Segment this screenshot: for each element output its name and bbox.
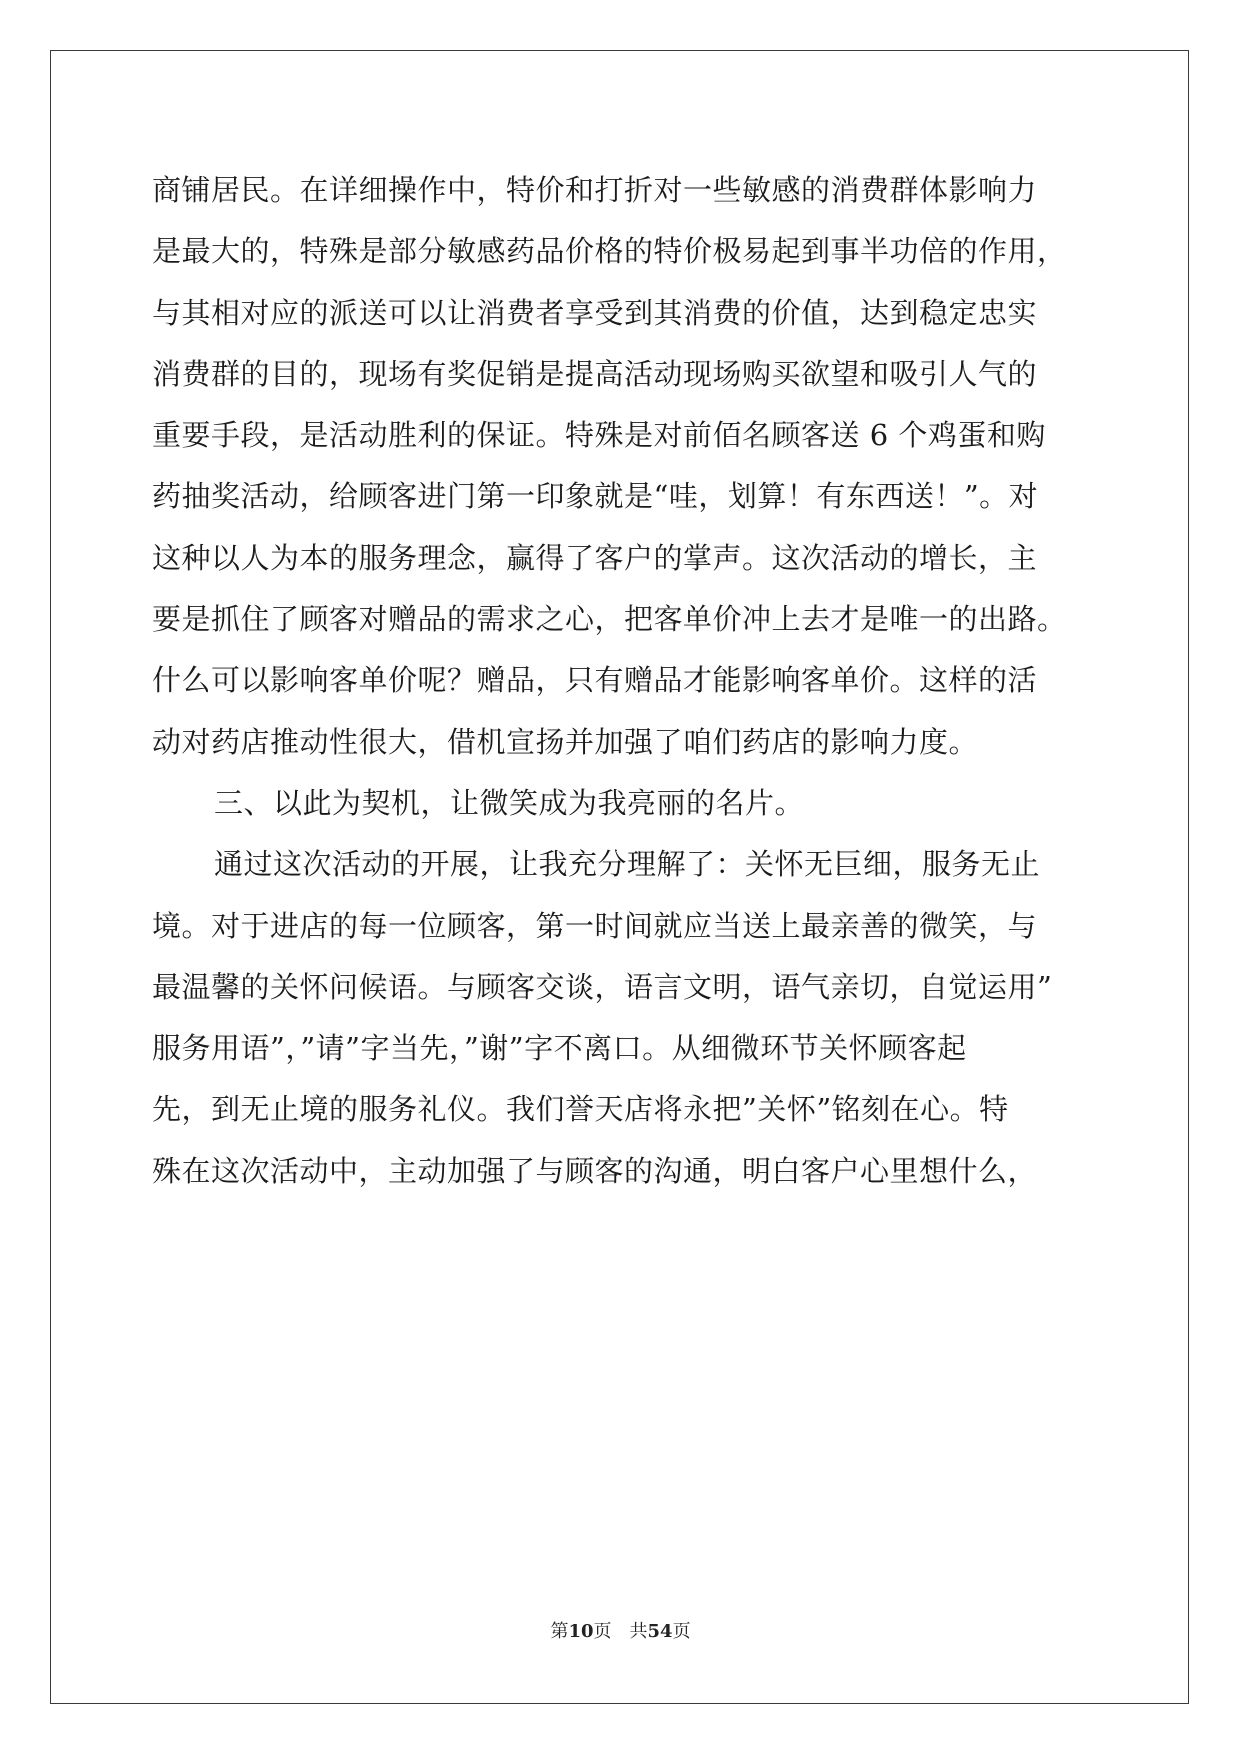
text-line: 要是抓住了顾客对赠品的需求之心，把客单价冲上去才是唯一的出路。: [152, 602, 1067, 637]
text-line: 消费群的目的，现场有奖促销是提高活动现场购买欲望和吸引人气的: [152, 356, 1038, 391]
page-number: 10: [568, 1621, 594, 1642]
page-suffix: 页: [593, 1621, 612, 1642]
text-line: 殊在这次活动中，主动加强了与顾客的沟通，明白客户心里想什么，: [152, 1153, 1038, 1188]
text-line: 商铺居民。在详细操作中，特价和打折对一些敏感的消费群体影响力: [152, 173, 1038, 207]
text-line: 重要手段，是活动胜利的保证。特殊是对前佰名顾客送 6 个鸡蛋和购: [152, 418, 1046, 453]
section-heading: 三、以此为契机，让微笑成为我亮丽的名片。: [214, 785, 805, 820]
page-footer: [0, 1617, 1241, 1643]
text-line: 这种以人为本的服务理念，赢得了客户的掌声。这次活动的增长，主: [152, 540, 1038, 575]
page-prefix: 第: [550, 1621, 569, 1642]
text-line: 动对药店推动性很大，借机宣扬并加强了咱们药店的影响力度。: [152, 724, 979, 759]
total-prefix: 共: [629, 1621, 648, 1642]
text-line: 最温馨的关怀问候语。与顾客交谈，语言文明，语气亲切，自觉运用”: [152, 969, 1053, 1004]
text-line: 药抽奖活动，给顾客进门第一印象就是“哇，划算！有东西送！”。对: [152, 479, 1039, 514]
text-line: 先，到无止境的服务礼仪。我们誉天店将永把”关怀”铭刻在心。特: [152, 1092, 1009, 1127]
total-suffix: 页: [672, 1621, 691, 1642]
text-line: 与其相对应的派送可以让消费者享受到其消费的价值，达到稳定忠实: [152, 295, 1038, 330]
total-pages: 54: [647, 1621, 673, 1642]
text-line: 是最大的，特殊是部分敏感药品价格的特价极易起到事半功倍的作用，: [152, 234, 1067, 269]
paragraph-start-line: 通过这次活动的开展，让我充分理解了：关怀无巨细，服务无止: [214, 847, 1041, 882]
document-body: [152, 160, 1112, 1202]
text-line: 服务用语”，”请”字当先，”谢”字不离口。从细微环节关怀顾客起: [152, 1031, 967, 1066]
text-line: 什么可以影响客单价呢？赠品，只有赠品才能影响客单价。这样的活: [152, 663, 1038, 698]
text-line: 境。对于进店的每一位顾客，第一时间就应当送上最亲善的微笑，与: [152, 908, 1038, 943]
